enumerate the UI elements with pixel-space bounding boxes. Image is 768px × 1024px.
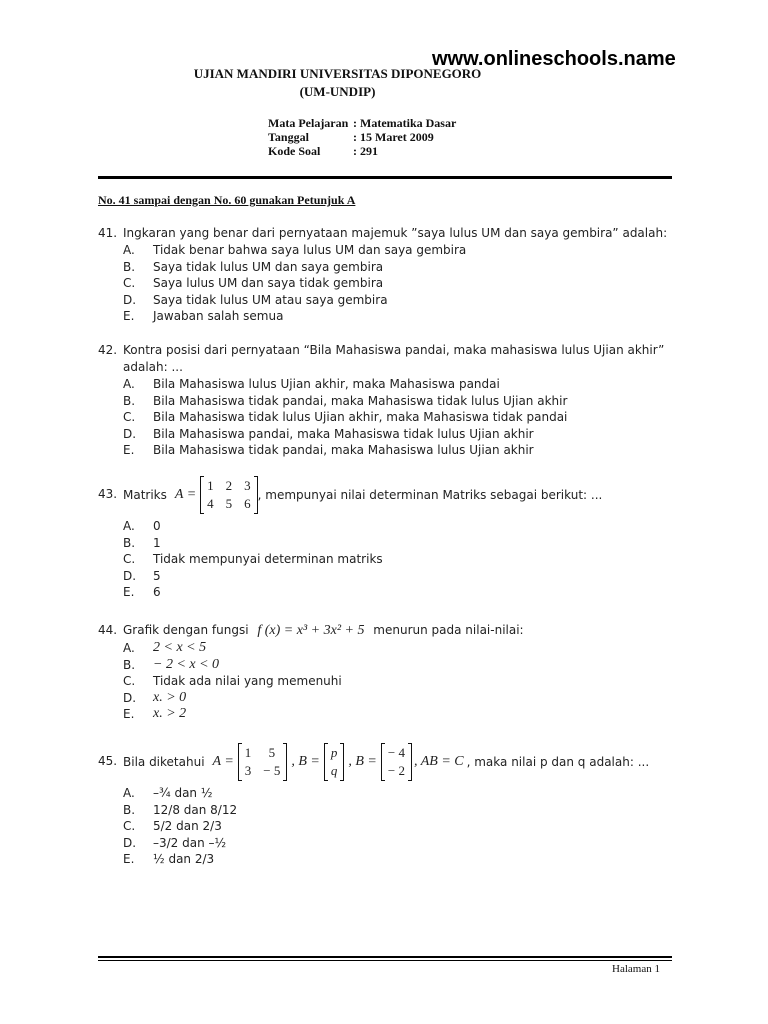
matrix-cell: q bbox=[330, 763, 338, 778]
matrix-cell: − 5 bbox=[263, 763, 281, 778]
function-formula: f (x) = x³ + 3x² + 5 bbox=[257, 623, 365, 638]
question-text-after: , maka nilai p dan q adalah: ... bbox=[466, 755, 650, 769]
option-label: C. bbox=[123, 552, 136, 567]
matrix-variable: A = bbox=[212, 754, 234, 769]
question-text: Grafik dengan fungsi bbox=[123, 623, 249, 637]
matrix-variable: , B = bbox=[291, 754, 320, 769]
option-label: D. bbox=[123, 690, 137, 705]
option-label: B. bbox=[123, 802, 136, 817]
matrix-cell: p bbox=[330, 745, 338, 760]
matrix-cell: 4 bbox=[207, 496, 214, 511]
meta-key: Tanggal bbox=[268, 130, 309, 144]
matrix-cell: − 2 bbox=[387, 763, 405, 778]
question-number: 44. bbox=[98, 623, 118, 637]
meta-key: Mata Pelajaran bbox=[268, 116, 349, 130]
matrix-cell: 1 bbox=[244, 745, 252, 760]
option-text: Bila Mahasiswa lulus Ujian akhir, maka Mahasiswa pandai bbox=[153, 377, 500, 391]
option-label: C. bbox=[123, 674, 136, 689]
option-label: D. bbox=[123, 568, 137, 583]
matrix-cell: 3 bbox=[244, 763, 252, 778]
option-label: E. bbox=[123, 707, 135, 722]
instruction: No. 41 sampai dengan No. 60 gunakan Petunjuk A bbox=[98, 193, 356, 207]
option-label: A. bbox=[123, 377, 135, 391]
option-label: B. bbox=[123, 535, 136, 550]
option-label: E. bbox=[123, 852, 135, 867]
option-text: ½ dan 2/3 bbox=[153, 852, 215, 867]
meta-value: : Matematika Dasar bbox=[353, 116, 457, 130]
matrix-c bbox=[381, 744, 412, 780]
option-text: Tidak mempunyai determinan matriks bbox=[153, 552, 383, 567]
option-text: x. > 2 bbox=[153, 706, 187, 722]
option-text: 12/8 dan 8/12 bbox=[153, 802, 238, 817]
option-label: A. bbox=[123, 641, 135, 655]
matrix-cell: 5 bbox=[268, 745, 276, 760]
option-text: Tidak ada nilai yang memenuhi bbox=[153, 674, 342, 689]
option-label: D. bbox=[123, 426, 137, 441]
option-text: Saya tidak lulus UM atau saya gembira bbox=[153, 292, 388, 307]
matrix-variable: A = bbox=[174, 487, 197, 502]
option-text: 1 bbox=[153, 535, 161, 550]
question-number: 45. bbox=[98, 754, 118, 768]
footer-divider-thin bbox=[98, 960, 672, 961]
question-text-after: , mempunyai nilai determinan Matriks sebagai berikut: ... bbox=[257, 488, 603, 502]
question-text-cont: adalah: ... bbox=[123, 360, 183, 374]
equation: , AB = C bbox=[413, 754, 464, 769]
option-label: A. bbox=[123, 243, 135, 257]
option-label: B. bbox=[123, 393, 136, 408]
matrix-cell: − 4 bbox=[387, 745, 405, 760]
page-number: Halaman 1 bbox=[612, 963, 660, 975]
meta-row bbox=[268, 130, 456, 144]
option-text: Bila Mahasiswa tidak pandai, maka Mahasiswa lulus Ujian akhir bbox=[153, 443, 534, 458]
question-text: Ingkaran yang benar dari pernyataan majemuk ”saya lulus UM dan saya gembira” adalah: bbox=[123, 226, 668, 240]
option-text: Bila Mahasiswa tidak lulus Ujian akhir, maka Mahasiswa tidak pandai bbox=[153, 410, 568, 425]
option-label: B. bbox=[123, 259, 136, 274]
footer-divider bbox=[98, 956, 672, 958]
exam-subtitle: (UM-UNDIP) bbox=[299, 84, 376, 99]
matrix-a bbox=[238, 744, 288, 780]
exam-meta bbox=[268, 116, 456, 158]
option-text: Bila Mahasiswa tidak pandai, maka Mahasiswa tidak lulus Ujian akhir bbox=[153, 393, 568, 408]
matrix-cell: 2 bbox=[225, 478, 233, 493]
exam-title: UJIAN MANDIRI UNIVERSITAS DIPONEGORO bbox=[193, 66, 482, 81]
option-text: –3/2 dan –½ bbox=[153, 835, 227, 850]
option-label: D. bbox=[123, 835, 137, 850]
option-text: Saya lulus UM dan saya tidak gembira bbox=[153, 276, 384, 291]
matrix-b bbox=[324, 744, 345, 780]
matrix-cell: 6 bbox=[244, 496, 251, 511]
option-label: A. bbox=[123, 786, 135, 800]
option-label: A. bbox=[123, 519, 135, 533]
option-text: 0 bbox=[153, 519, 161, 533]
matrix-variable: , B = bbox=[348, 754, 377, 769]
option-label: D. bbox=[123, 292, 137, 307]
option-text: Tidak benar bahwa saya lulus UM dan saya gembira bbox=[153, 243, 467, 257]
option-label: C. bbox=[123, 819, 136, 834]
question-number: 43. bbox=[98, 487, 118, 501]
question-text: Kontra posisi dari pernyataan “Bila Mahasiswa pandai, maka mahasiswa lulus Ujian akhir” bbox=[123, 343, 665, 357]
website-watermark: www.onlineschools.name bbox=[432, 48, 676, 70]
option-label: B. bbox=[123, 657, 136, 672]
question-text: Bila diketahui bbox=[123, 755, 205, 769]
option-label: C. bbox=[123, 276, 136, 291]
question-text: Matriks bbox=[123, 488, 167, 502]
meta-value: : 15 Maret 2009 bbox=[353, 130, 434, 144]
meta-key: Kode Soal bbox=[268, 144, 321, 158]
option-text: 2 < x < 5 bbox=[153, 640, 207, 655]
question-number: 42. bbox=[98, 343, 118, 357]
option-text: Saya tidak lulus UM dan saya gembira bbox=[153, 259, 384, 274]
meta-row bbox=[268, 116, 456, 130]
option-text: Bila Mahasiswa pandai, maka Mahasiswa tidak lulus Ujian akhir bbox=[153, 426, 534, 441]
matrix-cell: 3 bbox=[244, 478, 251, 493]
header-divider bbox=[98, 176, 672, 179]
option-label: E. bbox=[123, 585, 135, 600]
option-label: E. bbox=[123, 443, 135, 458]
option-text: x. > 0 bbox=[153, 689, 187, 705]
option-label: C. bbox=[123, 410, 136, 425]
option-text: 6 bbox=[153, 585, 161, 600]
matrix-cell: 1 bbox=[207, 478, 214, 493]
matrix-cell: 5 bbox=[225, 496, 233, 511]
meta-row bbox=[268, 144, 456, 158]
option-text: Jawaban salah semua bbox=[153, 309, 284, 324]
meta-value: : 291 bbox=[353, 144, 378, 158]
option-text: –¾ dan ½ bbox=[153, 786, 213, 800]
option-label: E. bbox=[123, 309, 135, 324]
option-text: − 2 < x < 0 bbox=[153, 656, 220, 672]
option-text: 5 bbox=[153, 568, 161, 583]
option-text: 5/2 dan 2/3 bbox=[153, 819, 222, 834]
question-text-after: menurun pada nilai-nilai: bbox=[373, 623, 524, 637]
matrix-a bbox=[200, 477, 258, 513]
question-number: 41. bbox=[98, 226, 118, 240]
